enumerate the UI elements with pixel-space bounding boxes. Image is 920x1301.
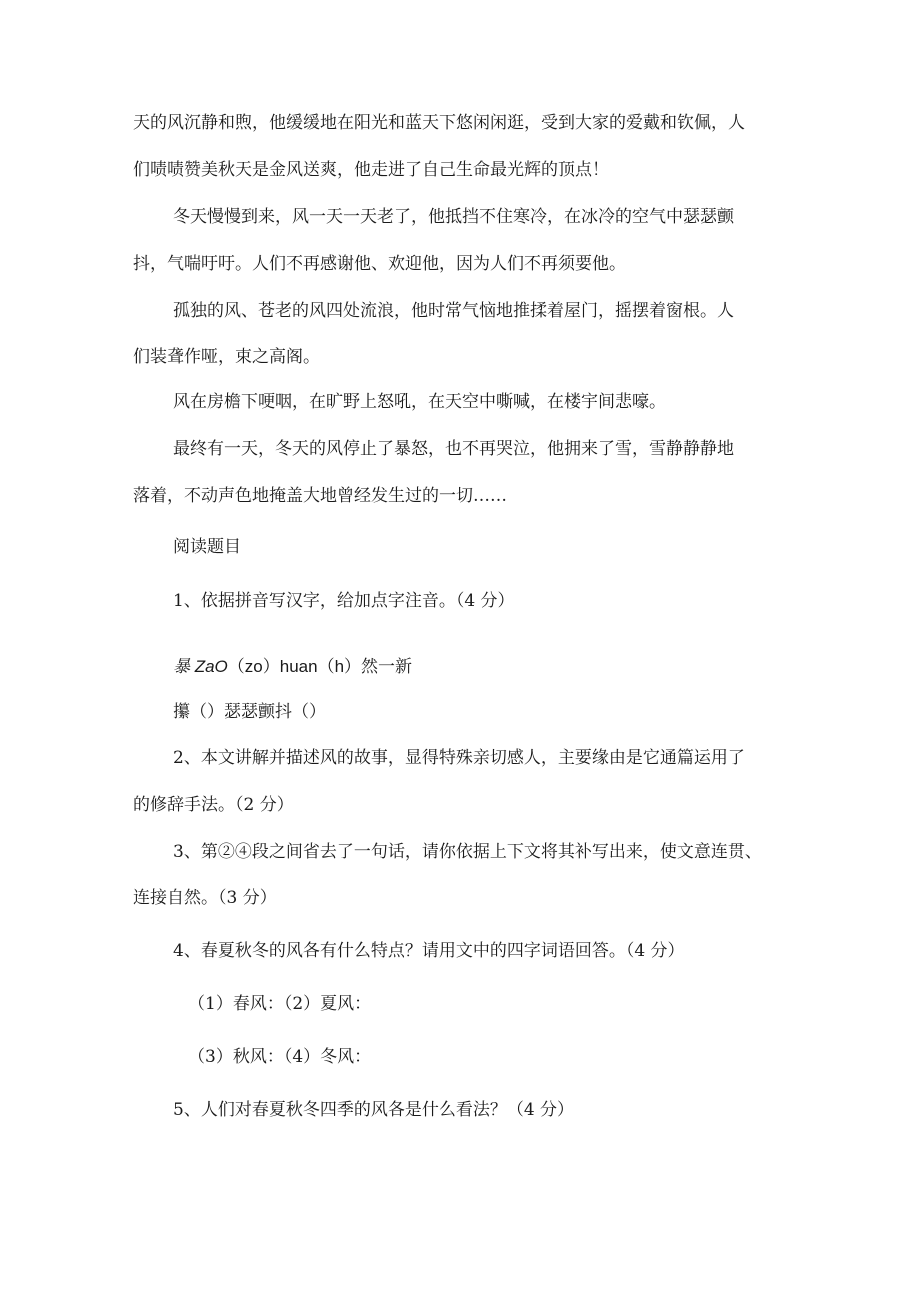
question-3-line-1: 3、第②④段之间省去了一句话，请你依据上下文将其补写出来，使文意连贯、 bbox=[173, 842, 762, 862]
paragraph-4-line-1: 风在房檐下哽咽，在旷野上怒吼，在天空中嘶喊，在楼宇间悲嚎。 bbox=[173, 392, 666, 412]
question-2-line-1: 2、本文讲解并描述风的故事，显得特殊亲切感人，主要缘由是它通篇运用了 bbox=[173, 748, 745, 768]
paragraph-1-line-2: 们啧啧赞美秋天是金风送爽，他走进了自己生命最光辉的顶点！ bbox=[133, 160, 609, 180]
pinyin-rest: （zo）huan（h）然一新 bbox=[227, 657, 413, 676]
paragraph-2-line-2: 抖，气喘吁吁。人们不再感谢他、欢迎他，因为人们不再须要他。 bbox=[133, 254, 626, 274]
paragraph-2-line-1: 冬天慢慢到来，风一天一天老了，他抵挡不住寒冷，在冰冷的空气中瑟瑟颤 bbox=[173, 207, 734, 227]
paragraph-3-line-1: 孤独的风、苍老的风四处流浪，他时常气恼地推揉着屋门，摇摆着窗根。人 bbox=[173, 301, 734, 321]
question-2-line-2: 的修辞手法。（2 分） bbox=[133, 795, 294, 815]
question-3-line-2: 连接自然。（3 分） bbox=[133, 888, 277, 908]
question-1-pinyin-line bbox=[173, 655, 412, 679]
paragraph-5-line-1: 最终有一天，冬天的风停止了暴怒，也不再哭泣，他拥来了雪，雪静静静地 bbox=[173, 439, 734, 459]
questions-heading: 阅读题目 bbox=[173, 537, 241, 557]
paragraph-5-line-2: 落着，不动声色地掩盖大地曾经发生过的一切…… bbox=[133, 486, 507, 506]
paragraph-1-line-1: 天的风沉静和煦，他缓缓地在阳光和蓝天下悠闲闲逛，受到大家的爱戴和钦佩，人 bbox=[133, 113, 745, 133]
question-4: 4、春夏秋冬的风各有什么特点？请用文中的四字词语回答。（4 分） bbox=[173, 941, 685, 961]
question-4-row-2: （3）秋风：（4）冬风： bbox=[188, 1047, 372, 1067]
question-4-row-1: （1）春风：（2）夏风： bbox=[188, 994, 372, 1014]
paragraph-3-line-2: 们装聋作哑，束之高阁。 bbox=[133, 347, 320, 367]
question-5: 5、人们对春夏秋冬四季的风各是什么看法？（4 分） bbox=[173, 1100, 575, 1120]
question-1-line-2: 攥（）瑟瑟颤抖（） bbox=[173, 702, 326, 722]
pinyin-word-1: 暴 ZaO bbox=[173, 657, 228, 676]
question-1: 1、依据拼音写汉字，给加点字注音。（4 分） bbox=[173, 591, 515, 611]
